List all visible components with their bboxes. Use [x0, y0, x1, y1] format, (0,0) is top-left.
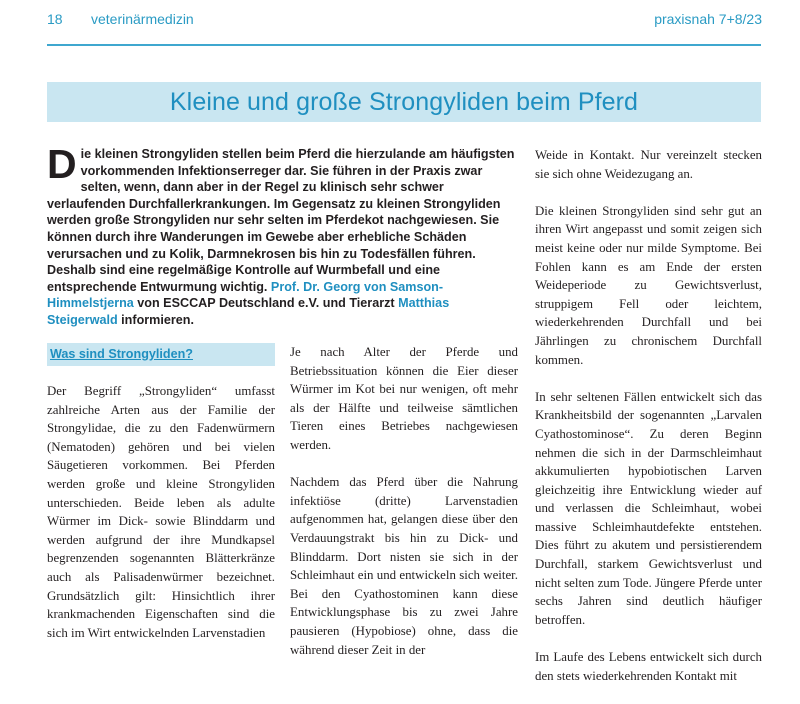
body-paragraph: Nachdem das Pferd über die Nahrung infektiöse (dritte) Larvenstadien aufgenommen hat, gelangen diese über den Verdauungstrakt bis hin zu Dick- und Blinddarm. Dort nisten sie sich in der Schleimhaut ein und entwickeln sich weiter. Bei den Cyathostominen kann diese Entwicklungsphase bis zu zwei Jahre pausieren (Hypobiose) ohne, dass die während dieser Zeit in der	[290, 475, 518, 657]
lead-paragraph	[47, 141, 517, 329]
lead-text: ie kleinen Strongyliden stellen beim Pferd die hierzulande am häufigsten vorkommenden Infektionserreger dar. Sie führen in der Praxis zwar selten, wenn, dann aber in der Regel zu klinisch sehr schwer verlaufenden Durchfallerkrankungen. Im Gegensatz zu kleinen Strongyliden werden große Strongyliden nur sehr selten im Pferdekot nachgewiesen. Sie können durch ihre Wanderungen im Gewebe aber erhebliche Schäden verursachen und zu Kolik, Darmnekrosen bis hin zu Todesfällen führen. Deshalb sind eine regelmäßige Kontrolle auf Wurmbefall und eine entsprechende Entwurmung wichtig.	[47, 147, 515, 294]
column-1	[47, 382, 275, 661]
author-name: Prof. Dr. Georg von Samson-Himmelstjerna	[47, 279, 444, 311]
coauthor-name: Matthias Steigerwald	[47, 296, 450, 327]
body-paragraph: Weide in Kontakt. Nur vereinzelt stecken sie sich ohne Weidezugang an.	[535, 148, 762, 181]
body-paragraph: Der Begriff „Strongyliden“ umfasst zahlreiche Arten aus der Familie der Strongylidae, die zu den Fadenwürmern (Nematoden) gehören und bei vielen Säugetieren vorkommen. Bei Pferden werden große und kleine Strongyliden unterschieden. Beide leben als adulte Würmer im Dick- sowie Blinddarm und werden aufgrund der ihre Mundkapsel begrenzenden sogenannten Blätterkränze auch als Palisadenwürmer bezeichnet. Grundsätzlich gilt: Hinsichtlich ihrer krankmachenden Eigenschaften sind die sich im Wirt entwickelnden Larvenstadien	[47, 384, 275, 640]
page-number: 18	[47, 11, 63, 27]
drop-cap: D	[47, 141, 77, 187]
body-paragraph: In sehr seltenen Fällen entwickelt sich das Krankheitsbild der sogenannten „Larvalen Cyathostominose“. Zu deren Beginn nehmen die sich in der Darmschleimhaut akkumulierten hypobiotischen Larven gleichzeitig ihre Entwicklung wieder auf und verlassen die Schleimhaut, wobei massive Schleimhautdefekte entstehen. Dies führt zu akutem und persistierendem Durchfall, starkem Gewichtsverlust und nicht selten zum Tode. Jüngere Pferde unter sechs Jahren sind deutlich häufiger betroffen.	[535, 389, 762, 627]
column-3	[535, 146, 762, 704]
author-affiliation: von ESCCAP Deutschland e.V. und Tierarzt	[133, 296, 399, 311]
section-label: veterinärmedizin	[91, 11, 194, 27]
running-header	[0, 11, 800, 31]
article-title: Kleine und große Strongyliden beim Pferd	[169, 87, 639, 116]
lead-closing: informieren.	[117, 312, 194, 327]
body-paragraph: Die kleinen Strongyliden sind sehr gut an ihren Wirt angepasst und somit zeigen sich meist keine oder nur milde Symptome. Bei Fohlen kann es am Ende der ersten Weideperiode zu Gewichtsverlust, struppigem Fell oder leichtem, wiederkehrenden Durchfall und bei Jährlingen zu chronischem Durchfall kommen.	[535, 203, 762, 367]
subheading-box	[47, 343, 275, 366]
header-rule	[47, 44, 761, 46]
column-2	[290, 343, 518, 678]
subheading: Was sind Strongyliden?	[50, 347, 193, 361]
body-paragraph: Im Laufe des Lebens entwickelt sich durch den stets wiederkehrenden Kontakt mit	[535, 650, 762, 683]
body-paragraph: Je nach Alter der Pferde und Betriebssituation können die Eier dieser Würmer im Kot bei nur wenigen, oft mehr als der Hälfte und teilweise sämtlichen Tieren eines Betriebes nachgewiesen werden.	[290, 345, 518, 452]
magazine-issue: praxisnah 7+8/23	[654, 11, 762, 27]
title-banner	[47, 82, 761, 122]
